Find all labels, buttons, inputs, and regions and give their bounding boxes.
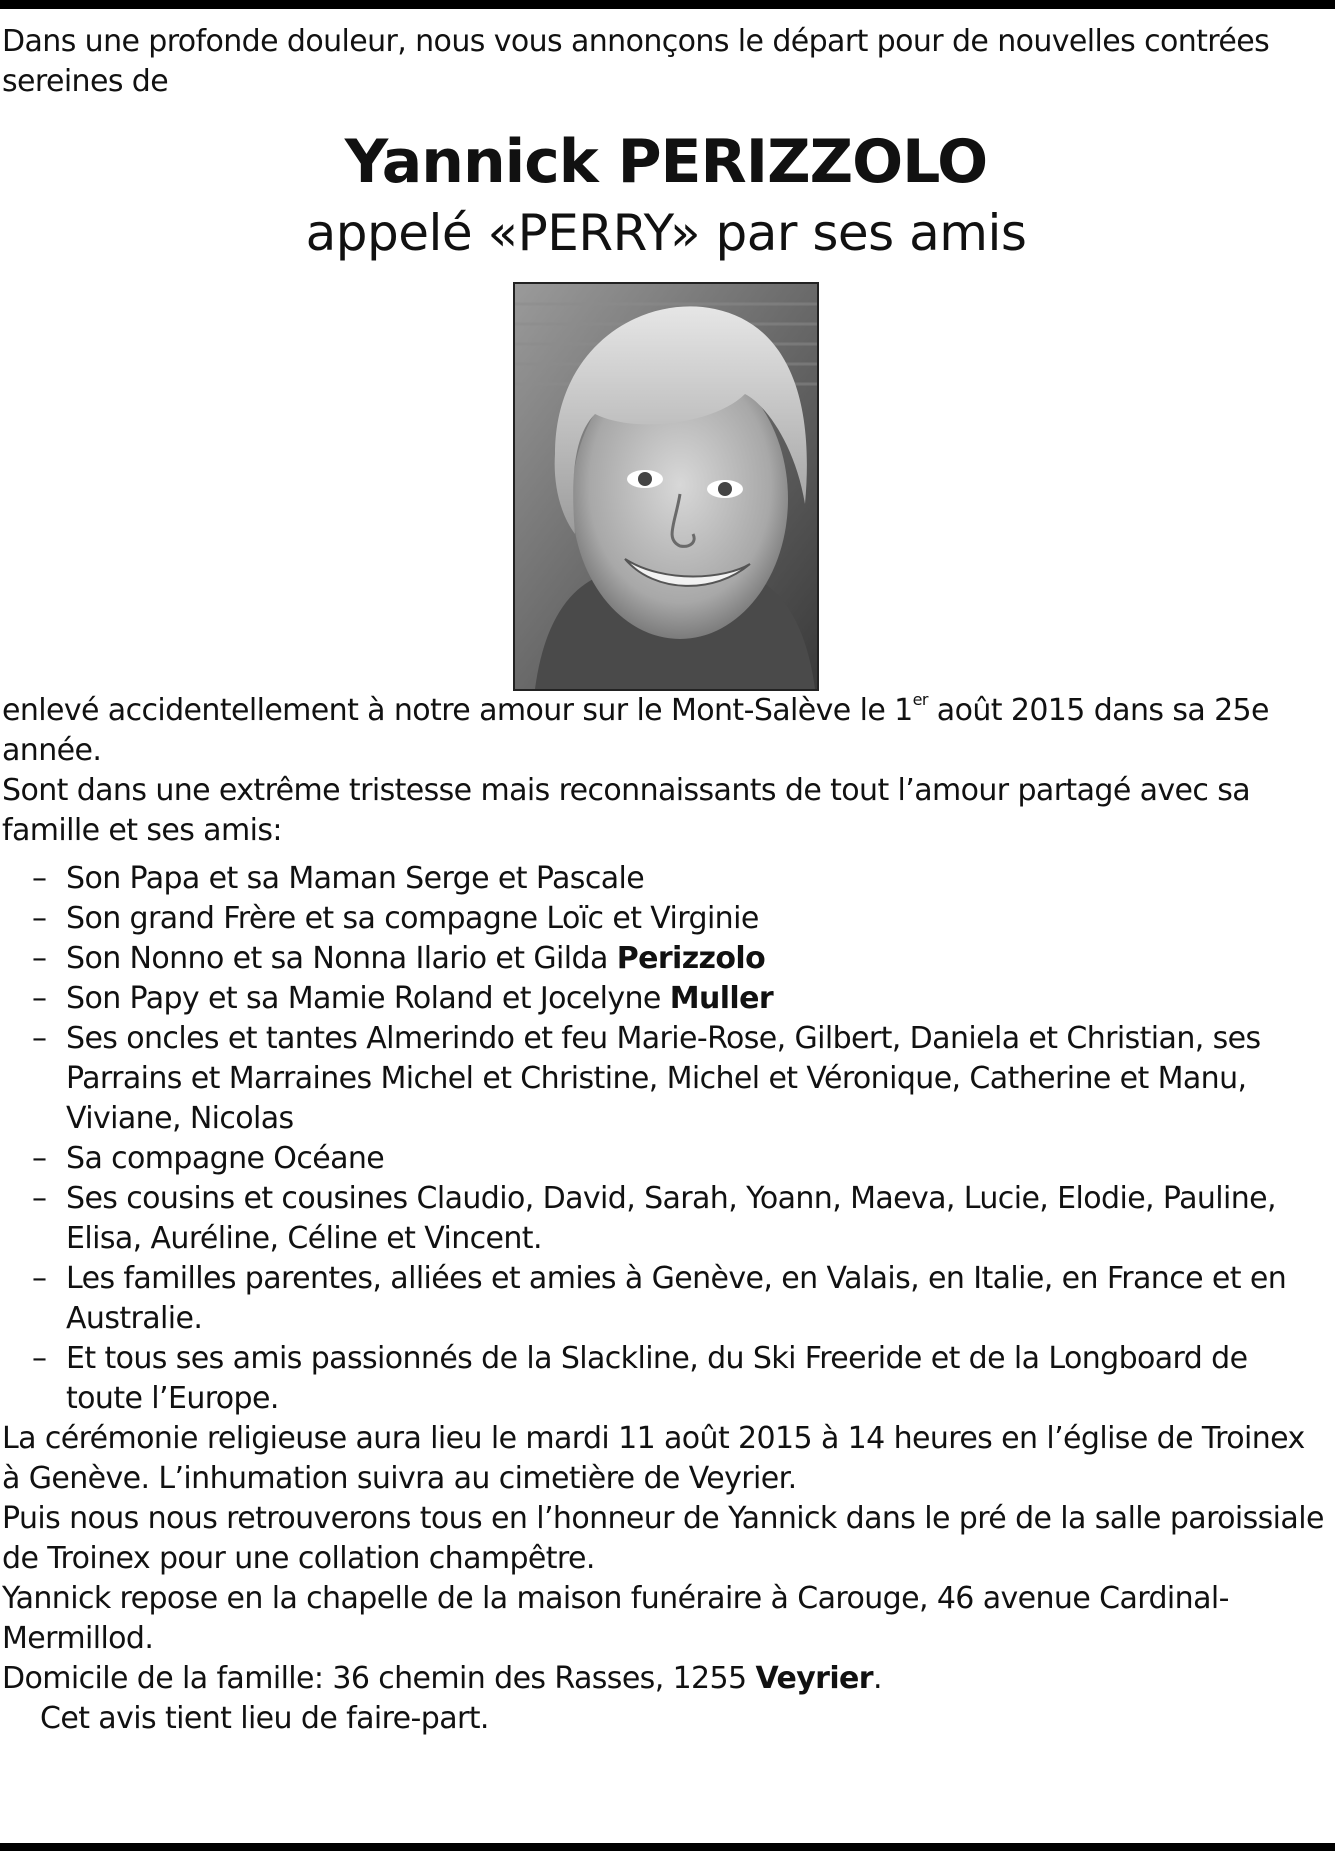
family-intro: Sont dans une extrême tristesse mais reconnaissants de tout l’amour partagé avec sa famille et ses amis:	[2, 773, 1251, 848]
list-item: – Son Papa et sa Maman Serge et Pascale	[32, 861, 645, 896]
nickname-line: appelé «PERRY» par ses amis	[305, 204, 1027, 262]
list-item: – Ses cousins et cousines Claudio, David, Sarah, Yoann, Maeva, Lucie, Elodie, Pauline, Elisa, Auréline, Céline et Vincent.	[32, 1181, 1276, 1256]
list-item: – Les familles parentes, alliées et amies à Genève, en Valais, en Italie, en France et en Australie.	[32, 1261, 1287, 1336]
gathering-paragraph: Puis nous nous retrouverons tous en l’honneur de Yannick dans le pré de la salle paroissiale de Troinex pour une collation champêtre.	[2, 1501, 1324, 1576]
repose-paragraph: Yannick repose en la chapelle de la maison funéraire à Carouge, 46 avenue Cardinal-Mermillod.	[2, 1581, 1229, 1656]
list-item: – Son Nonno et sa Nonna Ilario et Gilda Perizzolo	[32, 941, 766, 976]
list-item: – Sa compagne Océane	[32, 1141, 385, 1176]
accident-paragraph: enlevé accidentellement à notre amour sur le Mont-Salève le 1er août 2015 dans sa 25e année.	[2, 690, 1269, 768]
domicile-paragraph: Domicile de la famille: 36 chemin des Rasses, 1255 Veyrier.	[2, 1661, 882, 1696]
bottom-rule	[0, 1843, 1335, 1851]
top-rule	[0, 0, 1335, 9]
obituary-notice	[2, 22, 1330, 1739]
list-item: – Et tous ses amis passionnés de la Slackline, du Ski Freeride et de la Longboard de toute l’Europe.	[32, 1341, 1248, 1416]
family-list	[2, 859, 1330, 1419]
list-item: – Son grand Frère et sa compagne Loïc et Virginie	[32, 901, 759, 936]
ceremony-paragraph: La cérémonie religieuse aura lieu le mardi 11 août 2015 à 14 heures en l’église de Troinex à Genève. L’inhumation suivra au cimetière de Veyrier.	[2, 1421, 1305, 1496]
deceased-name: Yannick PERIZZOLO	[344, 127, 988, 197]
portrait-photo-icon	[515, 284, 817, 689]
intro-text: Dans une profonde douleur, nous vous annonçons le départ pour de nouvelles contrées sereines de	[2, 24, 1270, 99]
list-item: – Ses oncles et tantes Almerindo et feu Marie-Rose, Gilbert, Daniela et Christian, ses Parrains et Marraines Michel et Christine, Michel et Véronique, Catherine et Manu, Viviane, Nicolas	[32, 1021, 1261, 1136]
portrait-photo	[513, 282, 819, 691]
notice-closing: Cet avis tient lieu de faire-part.	[40, 1701, 489, 1736]
list-item: – Son Papy et sa Mamie Roland et Jocelyne Muller	[32, 981, 774, 1016]
